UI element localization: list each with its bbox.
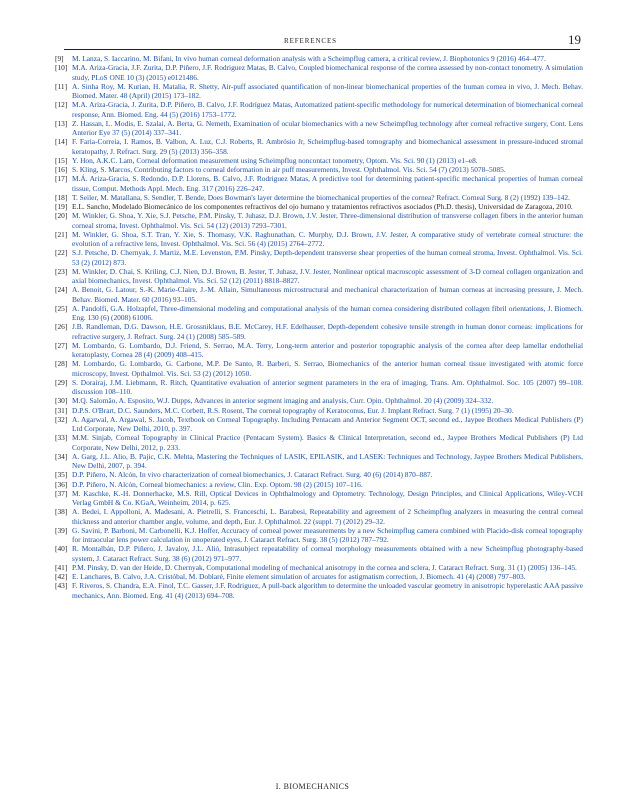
reference-number: [14] (55, 137, 68, 147)
reference-item (55, 480, 583, 489)
reference-number: [32] (55, 414, 68, 424)
reference-item (55, 415, 583, 434)
reference-citation-link[interactable]: P.M. Pinsky, D. van der Heide, D. Chernyak, Computational modeling of mechanical anisotropy in the cornea and sclera, J. Cataract Refract. Surg. 31 (1) (2005) 136–145. (72, 562, 577, 572)
reference-number: [11] (55, 81, 68, 91)
reference-number: [40] (55, 544, 68, 554)
reference-number: [16] (55, 165, 68, 174)
reference-citation-link[interactable]: Z. Hassan, L. Modis, E. Szalai, A. Berta, G. Nemeth, Examination of ocular biomechanics with a new Scheimpflug technology after corneal refractive surgery, Cont. Lens Anterior Eye 37 (5) (2014) 337–341. (72, 118, 583, 137)
reference-citation-link[interactable]: S.J. Petsche, D. Chernyak, J. Martiz, M.E. Levenston, P.M. Pinsky, Depth-dependent transverse shear properties of the human corneal stroma, Invest. Ophthalmol. Vis. Sci. 53 (2) (2012) 873. (72, 248, 583, 267)
reference-citation-link[interactable]: A. Sinha Roy, M. Kurian, H. Matalia, R. Shetty, Air-puff associated quantification of non-linear biomechanical properties of the human cornea in vivo, J. Mech. Behav. Biomed. Mater. 48 (April) (2015) 173–182. (72, 81, 583, 100)
reference-number: [20] (55, 211, 68, 221)
reference-item (55, 211, 583, 230)
reference-item (55, 489, 583, 508)
reference-number: [24] (55, 285, 68, 295)
reference-number: [31] (55, 405, 68, 415)
reference-citation-link[interactable]: M. Kaschke, K.-H. Donnerhacke, M.S. Rill, Optical Devices in Ophthalmology and Optometry. Technology, Design Principles, and Clinical Applications, Wiley-VCH Verlag GmbH & Co. KGaA, Weinheim, 2014, p. 625. (72, 488, 583, 507)
reference-number: [36] (55, 479, 68, 489)
reference-number: [10] (55, 63, 68, 73)
reference-number: [12] (55, 100, 68, 110)
running-head: REFERENCES (284, 37, 337, 45)
reference-item (55, 507, 583, 526)
reference-number: [33] (55, 433, 68, 443)
reference-item (55, 82, 583, 101)
reference-citation-link[interactable]: A. Agarwal, A. Argawal, S. Jacob, Textbook on Corneal Topography. Including Pentacam and Anterior Segment OCT, second ed., Jaypee Brothers Medical Publishers (P) Ltd Corporate, New Delhi, 2010, p. 397. (72, 414, 583, 433)
reference-number: [35] (55, 470, 68, 480)
reference-number: [30] (55, 396, 68, 406)
reference-item (55, 267, 583, 286)
reference-citation-link[interactable]: M.A. Ariza-Gracia, J. Zurita, D.P. Piñero, B. Calvo, J.F. Rodríguez Matas, Automatized patient-specific methodology for numerical determination of biomechanical corneal response, Ann. Biomed. Eng. 44 (5) (2016) 1753–1772. (72, 100, 583, 119)
page-number: 19 (568, 32, 581, 47)
reference-item (55, 100, 583, 119)
reference-item (55, 526, 583, 545)
reference-item (55, 285, 583, 304)
reference-citation-link[interactable]: D.P.S. O'Brart, D.C. Saunders, M.C. Corbett, R.S. Rosent, The corneal topography of Keratoconus, Eur. J. Implant Refract. Surg. 7 (1) (1995) 20–30. (72, 405, 514, 415)
reference-citation-link[interactable]: M. Lombardo, G. Lombardo, D.J. Friend, S. Serrao, M.A. Terry, Long-term anterior and posterior topographic analysis of the cornea after deep lamellar endothelial keratoplasty, Cornea 28 (4) (2009) 408–415. (72, 340, 583, 359)
reference-citation-link[interactable]: M. Lanza, S. Iaccarino, M. Bifani, In vivo human corneal deformation analysis with a Scheimpflug camera, a critical review, J. Biophotonics 9 (2016) 464–477. (72, 54, 546, 63)
reference-item (55, 248, 583, 267)
reference-list (55, 54, 583, 600)
reference-item (55, 156, 583, 165)
reference-citation-link[interactable]: G. Savini, P. Barboni, M. Carbonelli, K.J. Hoffer, Accuracy of corneal power measurements by a new Scheimpflug camera combined with Placido-disk corneal topography for intraocular lens power calculation in unoperated eyes, J. Cataract Refract. Surg. 38 (5) (2012) 787–792. (72, 525, 583, 544)
reference-item (55, 563, 583, 572)
reference-item (55, 378, 583, 397)
reference-item (55, 452, 583, 471)
reference-item (55, 193, 583, 202)
reference-citation-link[interactable]: M. Winkler, D. Chai, S. Kriling, C.J. Nien, D.J. Brown, B. Jester, T. Juhasz, J.V. Jester, Nonlinear optical macroscopic assessment of 3-D corneal collagen organization and axial biomechanics, Invest. Ophthalmol. Vis. Sci. 52 (12) (2011) 8818–8827. (72, 266, 583, 285)
reference-number: [39] (55, 525, 68, 535)
reference-number: [17] (55, 174, 68, 184)
reference-item (55, 433, 583, 452)
reference-citation-link[interactable]: A. Bedei, I. Appolloni, A. Madesani, A. Pietrelli, S. Franceschi, L. Barabesi, Repeatability and agreement of 2 Scheimpflug analyzers in measuring the central corneal thickness and anterior chamber angle, volume, and depth, Eur. J. Ophthalmol. 22 (suppl. 7) (2012) 29–32. (72, 507, 583, 526)
reference-citation-link[interactable]: M.Á. Ariza-Gracia, S. Redondo, D.P. Llorens, B. Calvo, J.F. Rodriguez Matas, A predictive tool for determining patient-specific mechanical properties of human corneal tissue, Comput. Methods Appl. Mech. Eng. 317 (2016) 226–247. (72, 174, 583, 193)
reference-item (55, 304, 583, 323)
reference-number: [23] (55, 266, 68, 276)
reference-citation-link[interactable]: A. Garg, J.L. Alio, B. Pajic, C.K. Mehta, Mastering the Techniques of LASIK, EPILASIK, and LASEK: Techniques and Technology, Jaypee Brothers Medical Publishers, New Delhi, 2007, p. 394. (72, 451, 583, 470)
reference-citation-link[interactable]: D.P. Piñero, N. Alcón, In vivo characterization of corneal biomechanics, J. Cataract Refract. Surg. 40 (6) (2014) 870–887. (72, 470, 433, 480)
reference-citation-link[interactable]: M.M. Sinjab, Corneal Topography in Clinical Practice (Pentacam System). Basics & Clinical Interpretation, second ed., Jaypee Brothers Medical Publishers (P) Ltd Corporate, New Delhi, 2012, p. 233. (72, 433, 583, 452)
reference-number: [28] (55, 359, 68, 369)
footer-section-title: I. BIOMECHANICS (275, 782, 350, 791)
reference-item (55, 359, 583, 378)
reference-citation-link[interactable]: F. Faria-Correia, I. Ramos, B. Valbon, A. Luz, C.J. Roberts, R. Ambrósio Jr, Scheimpflug-based tomography and biomechanical assessment in pressure-induced stromal keratopathy, J. Refract. Surg. 29 (5) (2013) 356–358. (72, 137, 583, 156)
reference-citation-link[interactable]: M. Lombardo, G. Lombardo, G. Carbone, M.P. De Santo, R. Barberi, S. Serrao, Biomechanics of the anterior human corneal tissue investigated with atomic force microscopy, Invest. Opthalmol. Vis. Sci. 53 (2) (2012) 1050. (72, 359, 583, 378)
reference-citation-link[interactable]: A. Pandolfi, G.A. Holzapfel, Three-dimensional modeling and computational analysis of the human cornea considering distributed collagen fibril orientations, J. Biomech. Eng. 130 (6) (2008) 61006. (72, 303, 583, 322)
reference-citation-link[interactable]: F. Riveros, S. Chandra, E.A. Finol, T.C. Gasser, J.F. Rodriguez, A pull-back algorithm to determine the unloaded vascular geometry in anisotropic hyperelastic AAA passive mechanics, Ann. Biomed. Eng. 41 (4) (2013) 694–708. (72, 581, 583, 600)
reference-item (55, 470, 583, 479)
reference-item (55, 202, 583, 211)
reference-item (55, 396, 583, 405)
reference-citation-link: E.L. Sancho, Modelado Biomecánico de los componentes refractivos del ojo humano y tratamientos refractivos asociados (Ph.D. thesis), Universidad de Zaragoza, 2010. (72, 202, 573, 211)
reference-item (55, 544, 583, 563)
reference-citation-link[interactable]: A. Benoit, G. Latour, S.-K. Marie-Claire, J.-M. Allain, Simultaneous microstructural and mechanical characterization of human corneas at increasing pressure, J. Mech. Behav. Biomed. Mater. 60 (2016) 93–105. (72, 285, 583, 304)
reference-citation-link[interactable]: S. Kling, S. Marcos, Contributing factors to corneal deformation in air puff measurements, Invest. Ophthalmol. Vis. Sci. 54 (7) (2013) 5078–5085. (72, 165, 506, 174)
reference-number: [13] (55, 118, 68, 128)
reference-number: [34] (55, 451, 68, 461)
reference-item (55, 137, 583, 156)
reference-number: [25] (55, 303, 68, 313)
reference-number: [29] (55, 377, 68, 387)
reference-item (55, 581, 583, 600)
reference-item (55, 406, 583, 415)
reference-citation-link[interactable]: M. Winkler, G. Shoa, Y. Xie, S.J. Petsche, P.M. Pinsky, T. Juhasz, D.J. Brown, J.V. Jester, Three-dimensional distribution of transverse collagen fibers in the anterior human corneal stroma, Invest. Ophthalmol. Vis. Sci. 54 (12) (2013) 7293–7301. (72, 211, 583, 230)
reference-item (55, 63, 583, 82)
reference-number: [38] (55, 507, 68, 517)
reference-number: [19] (55, 202, 68, 211)
reference-citation-link[interactable]: M.Q. Salomão, A. Esposito, W.J. Dupps, Advances in anterior segment imaging and analysis, Curr. Opin. Ophthalmol. 20 (4) (2009) 324–332. (72, 396, 494, 406)
reference-number: [15] (55, 155, 68, 165)
reference-number: [43] (55, 581, 68, 591)
reference-number: [22] (55, 248, 68, 258)
page-header (40, 34, 581, 50)
reference-citation-link[interactable]: M. Winkler, G. Shoa, S.T. Tran, Y. Xie, S. Thomasy, V.K. Raghunathan, C. Murphy, D.J. Brown, J.V. Jester, A comparative study of vertebrate corneal structure: the evolution of a refractive lens, Invest. Ophthalmol. Vis. Sci. 56 (4) (2015) 2764–2772. (72, 229, 583, 248)
reference-citation-link[interactable]: R. Montalbán, D.P. Piñero, J. Javaloy, J.L. Alió, Intrasubject repeatability of corneal morphology measurements obtained with a new Scheimpflug photography-based system, J. Cataract Refract. Surg. 38 (6) (2012) 971–977. (72, 544, 583, 563)
reference-citation-link[interactable]: D.P. Piñero, N. Alcón, Corneal biomechanics: a review, Clin. Exp. Optom. 98 (2) (2015) 107–116. (72, 479, 363, 489)
reference-item (55, 119, 583, 138)
reference-number: [21] (55, 229, 68, 239)
reference-citation-link[interactable]: Y. Hon, A.K.C. Lam, Corneal deformation measurement using Scheimpflug noncontact tonometry, Optom. Vis. Sci. 90 (1) (2013) e1–e8. (72, 155, 478, 165)
reference-number: [26] (55, 322, 68, 332)
reference-citation-link[interactable]: T. Seiler, M. Matallana, S. Sendler, T. Bende, Does Bowman's layer determine the biomechanical properties of the cornea? Refract. Corneal Surg. 8 (2) (1992) 139–142. (72, 192, 570, 202)
reference-number: [18] (55, 192, 68, 202)
reference-citation-link[interactable]: J.B. Randleman, D.G. Dawson, H.E. Grossniklaus, B.E. McCarey, H.F. Edelhauser, Depth-dependent cohesive tensile strength in human donor corneas: implications for refractive surgery, J. Refract. Surg. 24 (1) (2008) 585–589. (72, 322, 583, 341)
reference-citation-link[interactable]: S. Dorairaj, J.M. Liebmann, R. Ritch, Quantitative evaluation of anterior segment parameters in the era of imaging, Trans. Am. Ophthalmol. Soc. 105 (2007) 99–108. discussion 108–110. (72, 377, 583, 396)
reference-item (55, 54, 583, 63)
reference-number: [27] (55, 340, 68, 350)
reference-number: [42] (55, 572, 68, 581)
reference-citation-link[interactable]: M.A. Ariza-Gracia, J.F. Zurita, D.P. Piñero, J.F. Rodriguez Matas, B. Calvo, Coupled biomechanical response of the cornea assessed by non-contact tonometry. A simulation study, PLoS ONE 10 (3) (2015) e0121486. (72, 63, 583, 82)
reference-item (55, 572, 583, 581)
reference-item (55, 165, 583, 174)
reference-number: [37] (55, 488, 68, 498)
reference-item (55, 230, 583, 249)
reference-item (55, 341, 583, 360)
reference-item (55, 322, 583, 341)
reference-citation-link[interactable]: E. Lanchares, B. Calvo, J.A. Cristóbal, M. Doblaré, Finite element simulation of arcuates for astigmatism correction, J. Biomech. 41 (4) (2008) 797–803. (72, 572, 526, 581)
header-rule (64, 49, 580, 50)
reference-item (55, 174, 583, 193)
reference-number: [41] (55, 562, 68, 572)
reference-number: [9] (55, 54, 64, 63)
